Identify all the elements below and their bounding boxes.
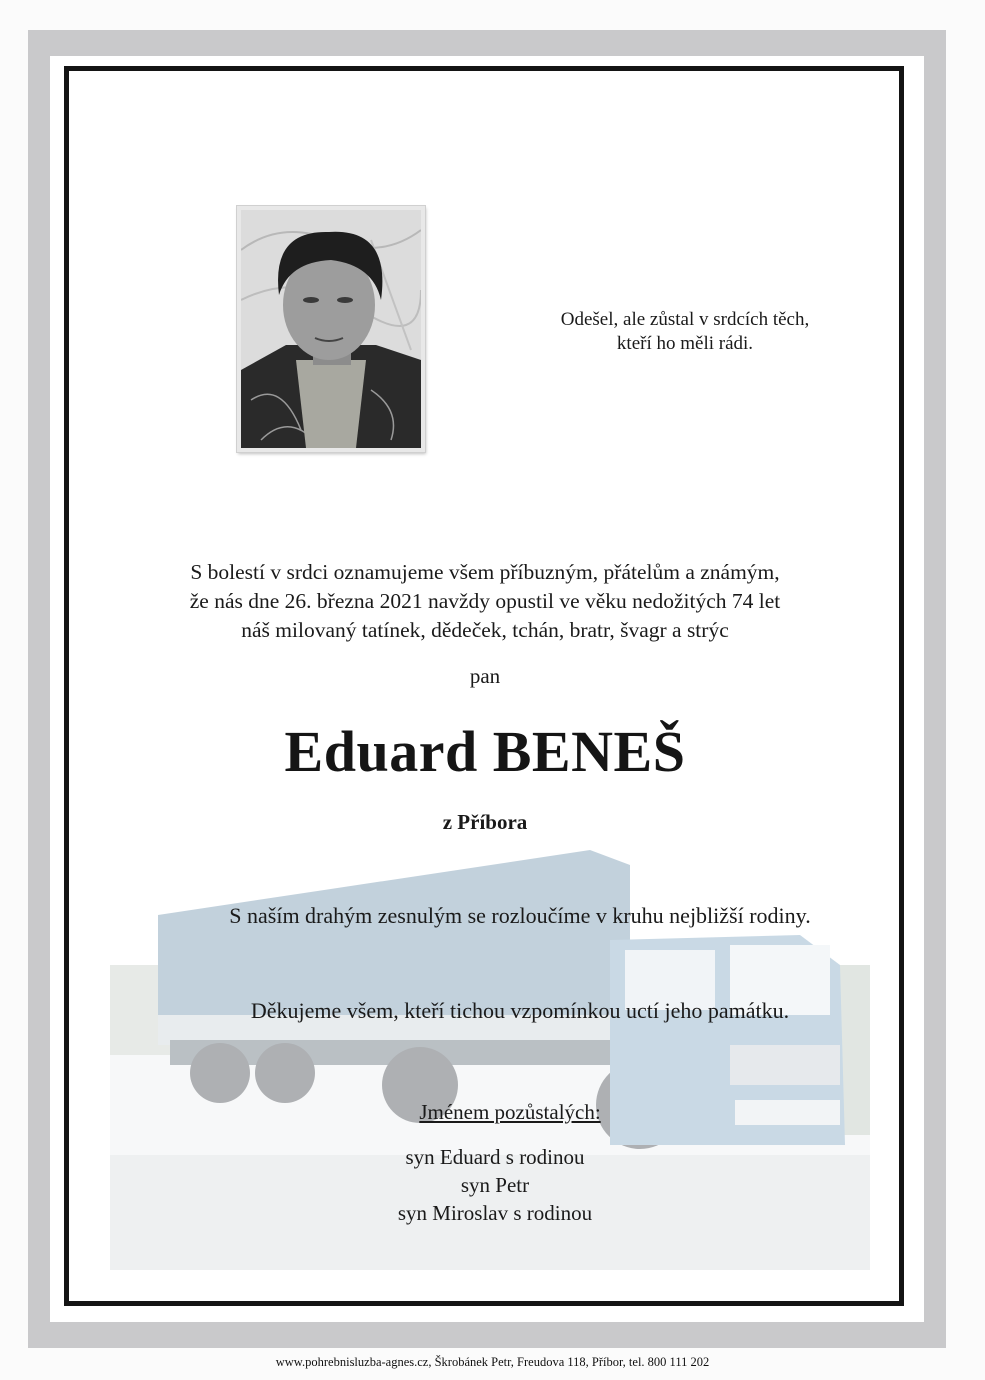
- mourner-item: syn Eduard s rodinou: [405, 1145, 585, 1169]
- motto-line-1: Odešel, ale zůstal v srdcích těch,: [560, 309, 810, 330]
- origin: z Příbora: [442, 810, 528, 834]
- mourner-list: [300, 1143, 690, 1227]
- announcement: [70, 558, 900, 645]
- portrait-photo: [237, 206, 425, 452]
- salutation: pan: [469, 664, 501, 688]
- farewell-text: S naším drahým zesnulým se rozloučíme v kruhu nejbližší rodiny.: [229, 903, 811, 928]
- deceased-name: Eduard BENEŠ: [284, 719, 686, 784]
- thanks-text: Děkujeme všem, kteří tichou vzpomínkou uctí jeho památku.: [250, 998, 790, 1023]
- announcement-line-2: že nás dne 26. března 2021 navždy opustil ve věku nedožitých 74 let: [189, 589, 781, 613]
- mourner-item: syn Petr: [460, 1173, 530, 1197]
- announcement-line-3: náš milovaný tatínek, dědeček, tchán, bratr, švagr a strýc: [241, 618, 729, 642]
- mourner-item: syn Miroslav s rodinou: [397, 1201, 593, 1225]
- signature-heading: Jménem pozůstalých:: [419, 1100, 601, 1124]
- motto-line-2: kteří ho měli rádi.: [616, 333, 754, 354]
- announcement-line-1: S bolestí v srdci oznamujeme všem příbuzným, přátelům a známým,: [190, 560, 780, 584]
- motto: [520, 308, 850, 356]
- footer-contact: www.pohrebnisluzba-agnes.cz, Škrobánek Petr, Freudova 118, Příbor, tel. 800 111 202: [275, 1355, 710, 1369]
